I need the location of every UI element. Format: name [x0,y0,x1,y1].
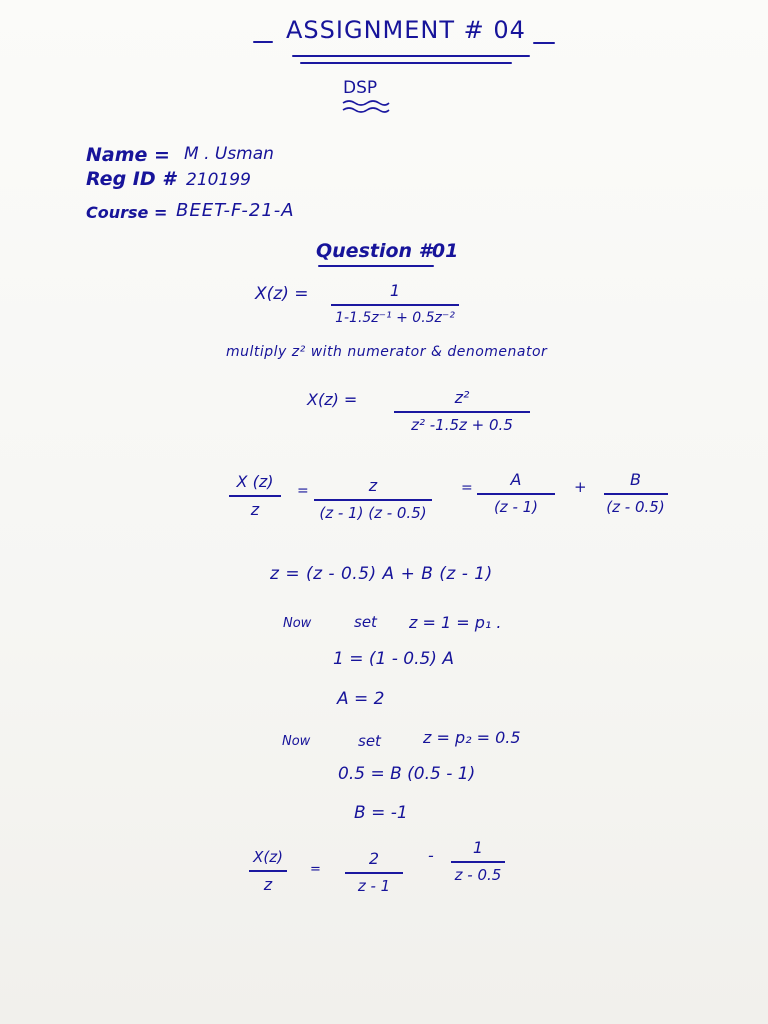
reg-id-value: 210199 [186,170,251,190]
final-term-2-numerator: 1 [472,838,484,857]
xz-fraction-1-denominator: 1-1.5z⁻¹ + 0.5z⁻² [335,309,455,326]
set-condition-2: z = p₂ = 0.5 [423,728,521,747]
final-lhs-numerator: X(z) [253,848,283,866]
title-right-dash [533,42,555,44]
xz-fraction-2-bar [394,411,530,413]
question-heading: Question #01 [316,240,459,262]
final-equals-sign: = [310,862,321,877]
xz-over-z-fraction [225,474,285,518]
final-term-1-fraction [344,851,404,894]
multiply-instruction: multiply z² with numerator & denomenator [226,344,548,360]
b-fraction [593,472,678,515]
subject-squiggle [341,98,391,118]
xz-fraction-1 [330,283,460,325]
solve-a-equation: 1 = (1 - 0.5) A [333,649,454,669]
question-underline [318,265,434,267]
now-label-1: Now [283,616,312,631]
xz-fraction-2-denominator: z² -1.5z + 0.5 [411,415,513,434]
final-term-1-denominator: z - 1 [357,876,391,895]
plus-sign: + [574,478,587,496]
final-lhs-denominator: z [263,874,273,894]
course-label: Course = [86,203,168,222]
a-bar [477,493,555,495]
xz-label-2: X(z) = [307,390,358,409]
name-value: M . Usman [184,144,274,164]
final-term-2-fraction [446,840,510,883]
title-underline-2 [300,62,512,64]
xz-label-1: X(z) = [255,284,309,304]
a-numerator: A [510,470,522,489]
now-label-2: Now [282,734,311,749]
final-lhs-fraction [244,850,292,893]
set-label-2: set [358,732,381,750]
z-over-factors-denominator: (z - 1) (z - 0.5) [319,503,427,522]
a-result: A = 2 [337,689,385,709]
name-label: Name = [86,144,170,166]
xz-over-z-bar [229,495,281,497]
b-result: B = -1 [354,803,408,823]
residue-equation: z = (z - 0.5) A + B (z - 1) [270,564,493,584]
a-fraction [476,472,556,515]
b-bar [604,493,668,495]
xz-fraction-1-bar [331,304,459,306]
course-value: BEET-F-21-A [176,200,295,221]
set-condition-1: z = 1 = p₁ . [409,613,502,632]
z-over-factors-fraction [313,478,433,521]
b-denominator: (z - 0.5) [606,497,665,516]
xz-over-z-numerator: X (z) [236,472,274,491]
subject-label: DSP [343,78,378,98]
final-term-1-bar [345,872,403,874]
set-label-1: set [354,613,377,631]
equals-sign-1: = [297,483,309,499]
a-denominator: (z - 1) [493,497,539,516]
final-term-2-bar [451,861,505,863]
title-underline-1 [292,55,530,57]
xz-fraction-2 [392,390,532,433]
title-left-dash [253,41,273,43]
z-over-factors-bar [314,499,432,501]
final-term-2-denominator: z - 0.5 [454,865,502,884]
solve-b-equation: 0.5 = B (0.5 - 1) [338,764,476,784]
equals-sign-2: = [461,480,473,496]
reg-id-label: Reg ID # [86,168,176,190]
final-term-1-numerator: 2 [368,849,380,868]
assignment-title: ASSIGNMENT # 04 [286,16,526,44]
final-lhs-bar [249,870,287,872]
z-over-factors-numerator: z [368,476,378,495]
xz-fraction-1-numerator: 1 [389,281,401,300]
xz-over-z-denominator: z [250,499,260,519]
final-minus-sign: - [428,846,434,865]
b-numerator: B [630,470,641,489]
xz-fraction-2-numerator: z² [454,388,470,407]
